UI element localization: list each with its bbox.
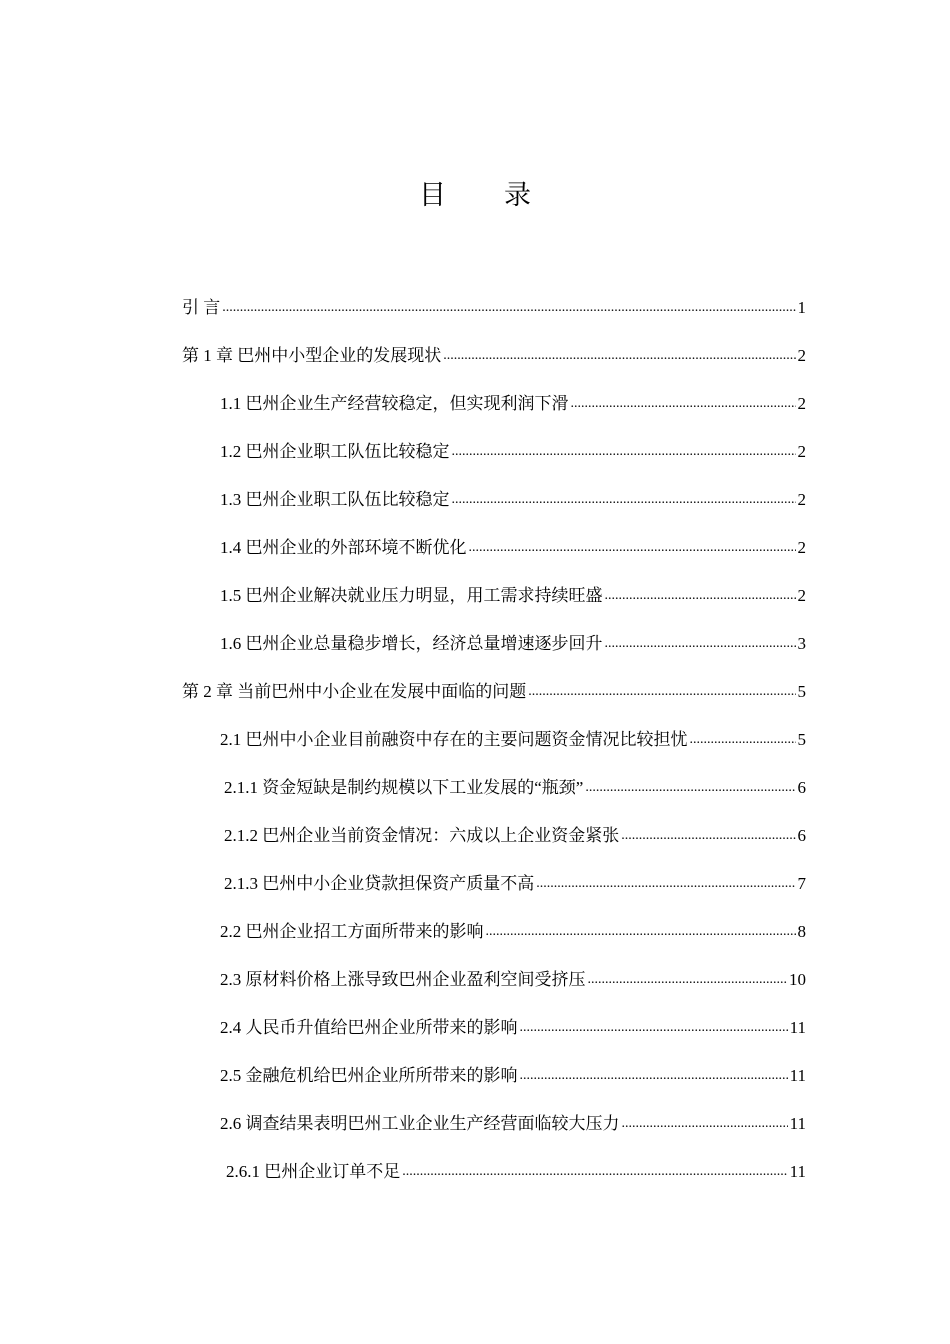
toc-entry-2-5[interactable] [182,1058,806,1106]
dot-leader [536,864,795,902]
toc-page-number: 3 [797,634,806,653]
dot-leader [452,480,796,518]
dot-leader [469,528,796,566]
toc-list [182,290,806,1202]
toc-entry-1-3[interactable] [182,482,806,530]
toc-page-number: 1 [797,298,806,317]
toc-entry-label: 1.6 巴州企业总量稳步增长，经济总量增速逐步回升 [220,634,603,653]
dot-leader [402,1152,787,1190]
toc-page-number: 2 [797,586,806,605]
dot-leader [605,624,796,662]
toc-entry-label: 1.4 巴州企业的外部环境不断优化 [220,538,467,557]
toc-page-number: 11 [789,1018,806,1037]
toc-page-number: 2 [797,394,806,413]
toc-entry-label: 2.3 原材料价格上涨导致巴州企业盈利空间受挤压 [220,970,586,989]
dot-leader [452,432,796,470]
toc-entry-label: 1.5 巴州企业解决就业压力明显，用工需求持续旺盛 [220,586,603,605]
toc-entry-2-4[interactable] [182,1010,806,1058]
toc-entry-2-1-3[interactable] [182,866,806,914]
dot-leader [520,1008,788,1046]
toc-entry-2-3[interactable] [182,962,806,1010]
toc-title-char-1: 目 [419,180,446,211]
toc-entry-1-4[interactable] [182,530,806,578]
toc-entry-2-1[interactable] [182,722,806,770]
toc-page-number: 5 [797,730,806,749]
toc-entry-label: 2.1 巴州中小企业目前融资中存在的主要问题资金情况比较担忧 [220,730,688,749]
dot-leader [571,384,796,422]
dot-leader [622,1104,788,1142]
dot-leader [621,816,795,854]
toc-page-number: 6 [797,778,806,797]
toc-entry-2-6[interactable] [182,1106,806,1154]
dot-leader [486,912,796,950]
toc-page-number: 11 [789,1114,806,1133]
toc-entry-2-1-2[interactable] [182,818,806,866]
toc-entry-label: 2.1.3 巴州中小企业贷款担保资产质量不高 [224,874,535,893]
dot-leader [690,720,796,758]
toc-entry-1-5[interactable] [182,578,806,626]
toc-title [0,176,950,216]
toc-page-number: 5 [797,682,806,701]
toc-page-number: 10 [789,970,806,989]
toc-entry-label: 1.1 巴州企业生产经营较稳定，但实现利润下滑 [220,394,569,413]
toc-entry-label: 2.6.1 巴州企业订单不足 [226,1162,401,1181]
dot-leader [605,576,796,614]
toc-entry-intro[interactable] [182,290,806,338]
toc-entry-label: 2.1.2 巴州企业当前资金情况：六成以上企业资金紧张 [224,826,620,845]
toc-entry-label: 第 2 章 当前巴州中小企业在发展中面临的问题 [182,682,527,701]
toc-entry-label: 2.6 调查结果表明巴州工业企业生产经营面临较大压力 [220,1114,620,1133]
toc-page-number: 6 [797,826,806,845]
toc-entry-2-2[interactable] [182,914,806,962]
toc-entry-1-1[interactable] [182,386,806,434]
toc-entry-2-6-1[interactable] [182,1154,806,1202]
toc-page-number: 2 [797,538,806,557]
dot-leader [520,1056,788,1094]
dot-leader [528,672,795,710]
toc-entry-label: 1.2 巴州企业职工队伍比较稳定 [220,442,450,461]
dot-leader [585,768,795,806]
toc-page-number: 2 [797,490,806,509]
dot-leader [222,288,795,326]
toc-entry-1-6[interactable] [182,626,806,674]
toc-page-number: 2 [797,346,806,365]
dot-leader [443,336,795,374]
toc-page-number: 2 [797,442,806,461]
toc-entry-2-1-1[interactable] [182,770,806,818]
toc-entry-label: 2.5 金融危机给巴州企业所所带来的影响 [220,1066,518,1085]
toc-page-number: 8 [797,922,806,941]
toc-entry-label: 1.3 巴州企业职工队伍比较稳定 [220,490,450,509]
toc-title-char-2: 录 [504,180,531,211]
toc-entry-label: 2.4 人民币升值给巴州企业所带来的影响 [220,1018,518,1037]
toc-entry-label: 2.2 巴州企业招工方面所带来的影响 [220,922,484,941]
dot-leader [588,960,788,998]
toc-page-number: 11 [789,1162,806,1181]
toc-entry-1-2[interactable] [182,434,806,482]
toc-entry-chapter-2[interactable] [182,674,806,722]
toc-page-number: 11 [789,1066,806,1085]
toc-entry-label: 2.1.1 资金短缺是制约规模以下工业发展的“瓶颈” [224,778,584,797]
toc-page-number: 7 [797,874,806,893]
toc-entry-label: 第 1 章 巴州中小型企业的发展现状 [182,346,442,365]
toc-entry-chapter-1[interactable] [182,338,806,386]
toc-entry-label: 引 言 [182,298,221,317]
